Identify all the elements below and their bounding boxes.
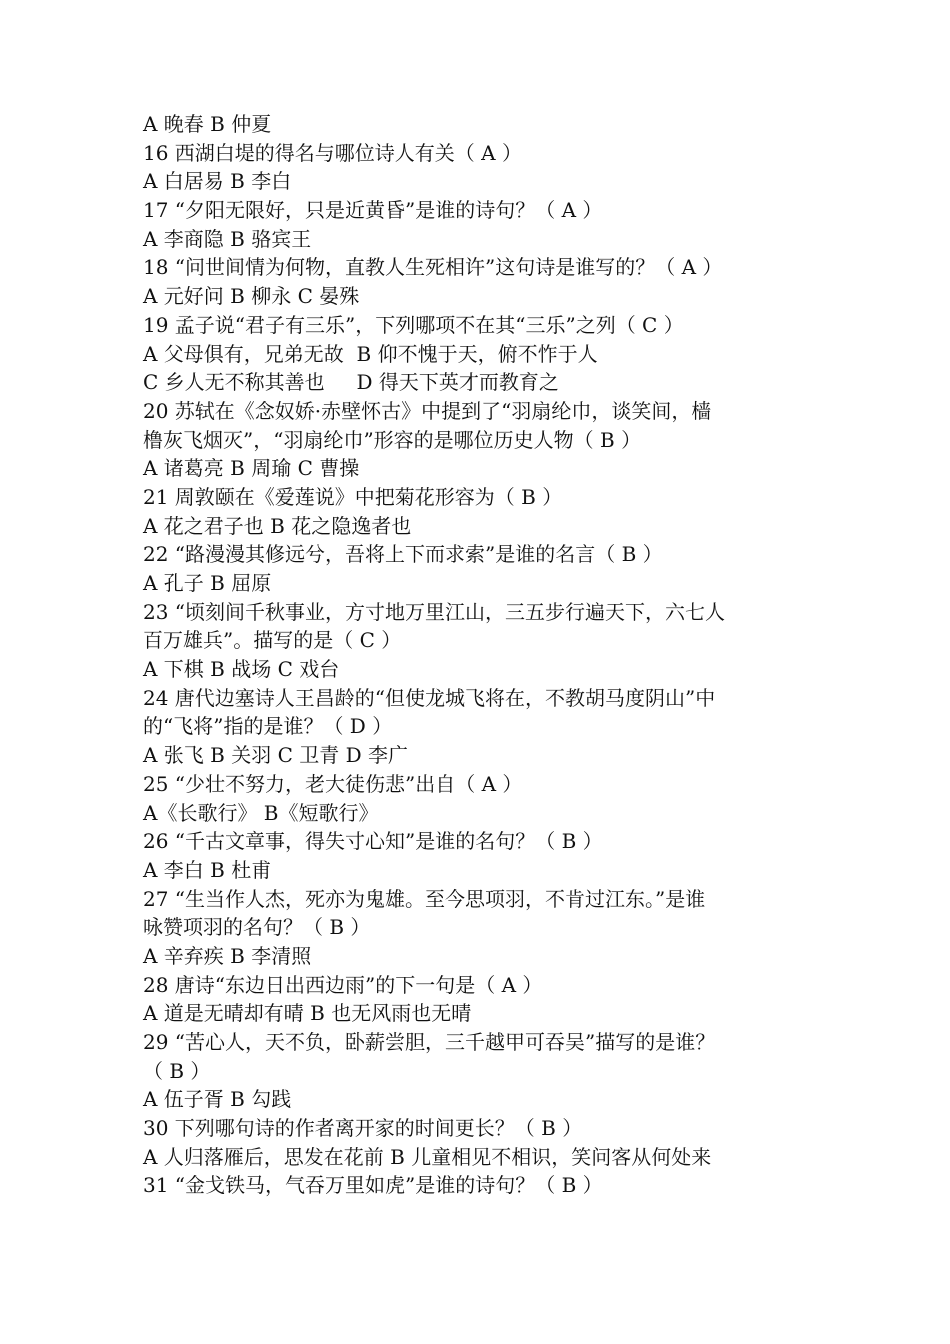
text-line: 22 “路漫漫其修远兮，吾将上下而求索”是谁的名言（ B ） [143,542,663,567]
text-line: 24 唐代边塞诗人王昌龄的“但使龙城飞将在，不教胡马度阴山”中 [143,685,716,710]
quiz-text-body [143,110,813,1200]
text-line: A 父母俱有，兄弟无故 B 仰不愧于天，俯不怍于人 [143,341,598,366]
text-line: A 花之君子也 B 花之隐逸者也 [143,513,412,538]
text-line: 27 “生当作人杰，死亦为鬼雄。至今思项羽，不肯过江东。”是谁 [143,886,706,911]
text-line: 20 苏轼在《念奴娇·赤壁怀古》中提到了“羽扇纶巾，谈笑间，樯 [143,398,712,423]
text-line: 25 “少壮不努力，老大徒伤悲”出自（ A ） [143,771,523,796]
text-line: A 李商隐 B 骆宾王 [143,226,312,251]
text-line: 百万雄兵”。描写的是（ C ） [143,628,402,653]
text-line: （ B ） [143,1058,211,1083]
text-line: 19 孟子说“君子有三乐”，下列哪项不在其“三乐”之列（ C ） [143,312,684,337]
text-line: 21 周敦颐在《爱莲说》中把菊花形容为（ B ） [143,484,563,509]
text-line: A 张飞 B 关羽 C 卫青 D 李广 [143,743,408,768]
text-line: 28 唐诗“东边日出西边雨”的下一句是（ A ） [143,972,543,997]
text-line: 17 “夕阳无限好，只是近黄昏”是谁的诗句？（ A ） [143,198,603,223]
text-line: A《长歌行》 B《短歌行》 [143,800,379,825]
text-line: 23 “顷刻间千秋事业，方寸地万里江山，三五步行遍天下，六七人 [143,599,726,624]
text-line: A 元好问 B 柳永 C 晏殊 [143,284,360,309]
text-line: 18 “问世间情为何物，直教人生死相许”这句诗是谁写的？（ A ） [143,255,723,280]
text-line: A 下棋 B 战场 C 戏台 [143,657,340,682]
text-line: A 辛弃疾 B 李清照 [143,943,312,968]
text-line: 咏赞项羽的名句？（ B ） [143,915,371,940]
text-line: A 诸葛亮 B 周瑜 C 曹操 [143,456,360,481]
text-line: A 晚春 B 仲夏 [143,112,272,136]
text-line: A 人归落雁后，思发在花前 B 儿童相见不相识，笑问客从何处来 [143,1144,712,1169]
text-line: A 道是无晴却有晴 B 也无风雨也无晴 [143,1001,472,1026]
text-line: 29 “苦心人，天不负，卧薪尝胆，三千越甲可吞吴”描写的是谁？ [143,1030,716,1054]
text-line: 橹灰飞烟灭”，“羽扇纶巾”形容的是哪位历史人物（ B ） [143,427,642,452]
text-line: 30 下列哪句诗的作者离开家的时间更长？（ B ） [143,1116,583,1141]
text-line: C 乡人无不称其善也 D 得天下英才而教育之 [143,370,559,395]
text-line: 16 西湖白堤的得名与哪位诗人有关（ A ） [143,140,522,165]
text-line: A 李白 B 杜甫 [143,857,272,882]
text-line: A 孔子 B 屈原 [143,571,272,595]
text-line: 26 “千古文章事，得失寸心知”是谁的名句？（ B ） [143,829,603,854]
text-line: 的“飞将”指的是谁？（ D ） [143,714,393,739]
text-line: A 伍子胥 B 勾践 [143,1087,292,1112]
text-line: 31 “金戈铁马，气吞万里如虎”是谁的诗句？（ B ） [143,1173,603,1198]
text-line: A 白居易 B 李白 [143,169,292,194]
